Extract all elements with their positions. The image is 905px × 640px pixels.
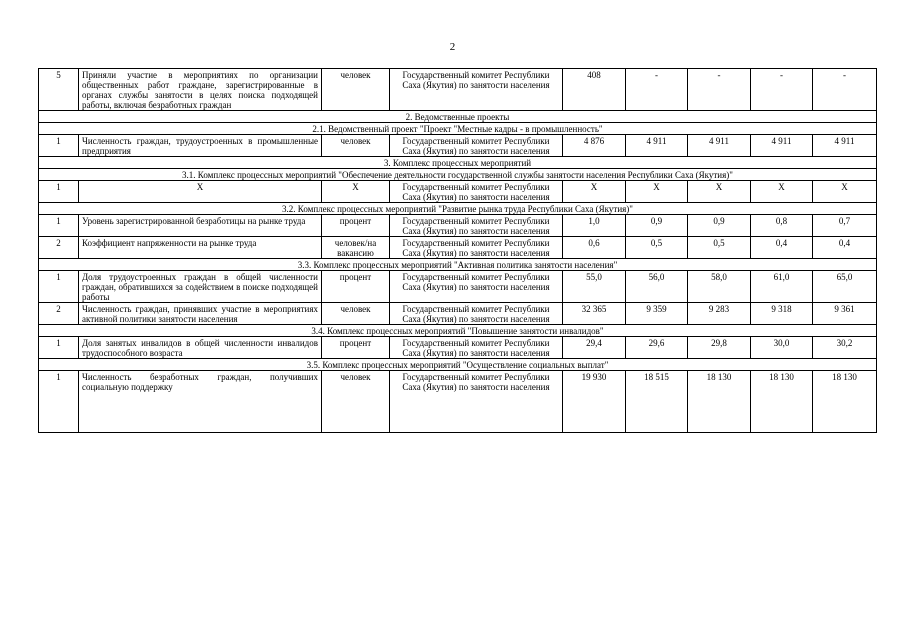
unit-of-measure: процент	[322, 271, 390, 303]
value-cell: 9 318	[751, 303, 813, 325]
row-number: 1	[39, 135, 79, 157]
value-cell: 9 361	[813, 303, 877, 325]
section-row	[39, 169, 877, 181]
section-heading: 3.4. Комплекс процессных мероприятий "Повышение занятости инвалидов"	[39, 325, 877, 337]
value-cell: 18 130	[751, 371, 813, 433]
responsible-body: Государственный комитет Республики Саха (Якутия) по занятости населения	[390, 215, 563, 237]
indicator-name: Доля трудоустроенных граждан в общей численности граждан, обратившихся за содействием в поиске подходящей работы	[79, 271, 322, 303]
section-row	[39, 111, 877, 123]
indicator-name: Доля занятых инвалидов в общей численности инвалидов трудоспособного возраста	[79, 337, 322, 359]
value-cell: X	[688, 181, 751, 203]
value-cell: 18 130	[813, 371, 877, 433]
value-cell: 0,9	[626, 215, 688, 237]
indicator-name: Численность безработных граждан, получивших социальную поддержку	[79, 371, 322, 433]
unit-of-measure: процент	[322, 337, 390, 359]
value-cell: 0,6	[563, 237, 626, 259]
value-cell: 58,0	[688, 271, 751, 303]
value-cell: 29,6	[626, 337, 688, 359]
row-number: 1	[39, 371, 79, 433]
value-cell: X	[563, 181, 626, 203]
section-row	[39, 325, 877, 337]
value-cell: 9 283	[688, 303, 751, 325]
section-row	[39, 259, 877, 271]
value-cell: 0,9	[688, 215, 751, 237]
value-cell: -	[813, 69, 877, 111]
row-number: 5	[39, 69, 79, 111]
table-row	[39, 237, 877, 259]
value-cell: 61,0	[751, 271, 813, 303]
value-cell: 19 930	[563, 371, 626, 433]
indicator-name: Численность граждан, принявших участие в мероприятиях активной политики занятости населения	[79, 303, 322, 325]
value-cell: -	[751, 69, 813, 111]
row-number: 1	[39, 271, 79, 303]
value-cell: 56,0	[626, 271, 688, 303]
value-cell: 29,8	[688, 337, 751, 359]
value-cell: 4 911	[688, 135, 751, 157]
section-heading: 3.2. Комплекс процессных мероприятий "Развитие рынка труда Республики Саха (Якутия)"	[39, 203, 877, 215]
table-row	[39, 337, 877, 359]
unit-of-measure: человек	[322, 303, 390, 325]
value-cell: 0,7	[813, 215, 877, 237]
section-heading: 3.1. Комплекс процессных мероприятий "Обеспечение деятельности государственной службы занятости населения Республики Саха (Якутия)"	[39, 169, 877, 181]
indicator-name: Коэффициент напряженности на рынке труда	[79, 237, 322, 259]
value-cell: 32 365	[563, 303, 626, 325]
value-cell: 30,2	[813, 337, 877, 359]
value-cell: 4 911	[813, 135, 877, 157]
indicators-table	[38, 68, 877, 433]
page-number: 2	[449, 41, 456, 53]
responsible-body: Государственный комитет Республики Саха (Якутия) по занятости населения	[390, 135, 563, 157]
value-cell: 18 130	[688, 371, 751, 433]
value-cell: 4 876	[563, 135, 626, 157]
value-cell: X	[626, 181, 688, 203]
value-cell: 0,8	[751, 215, 813, 237]
section-heading: 3.5. Комплекс процессных мероприятий "Осуществление социальных выплат"	[39, 359, 877, 371]
value-cell: 4 911	[751, 135, 813, 157]
value-cell: -	[626, 69, 688, 111]
value-cell: 18 515	[626, 371, 688, 433]
section-heading: 3.3. Комплекс процессных мероприятий "Активная политика занятости населения"	[39, 259, 877, 271]
value-cell: 65,0	[813, 271, 877, 303]
unit-of-measure: X	[322, 181, 390, 203]
section-row	[39, 359, 877, 371]
unit-of-measure: человек	[322, 69, 390, 111]
value-cell: 30,0	[751, 337, 813, 359]
indicator-name: X	[79, 181, 322, 203]
section-row	[39, 157, 877, 169]
table-row	[39, 135, 877, 157]
value-cell: 29,4	[563, 337, 626, 359]
unit-of-measure: процент	[322, 215, 390, 237]
responsible-body: Государственный комитет Республики Саха (Якутия) по занятости населения	[390, 181, 563, 203]
row-number: 2	[39, 303, 79, 325]
table-row	[39, 69, 877, 111]
unit-of-measure: человек	[322, 371, 390, 433]
value-cell: 408	[563, 69, 626, 111]
value-cell: 0,5	[626, 237, 688, 259]
section-row	[39, 123, 877, 135]
value-cell: -	[688, 69, 751, 111]
indicator-name: Численность граждан, трудоустроенных в промышленные предприятия	[79, 135, 322, 157]
row-number: 1	[39, 215, 79, 237]
value-cell: 0,4	[751, 237, 813, 259]
unit-of-measure: человек/на вакансию	[322, 237, 390, 259]
value-cell: 0,5	[688, 237, 751, 259]
indicator-name: Уровень зарегистрированной безработицы на рынке труда	[79, 215, 322, 237]
indicator-name: Приняли участие в мероприятиях по организации общественных работ граждане, зарегистрированные в органах службы занятости в целях поиска подходящей работы, включая безработных граждан	[79, 69, 322, 111]
table-row	[39, 271, 877, 303]
value-cell: 4 911	[626, 135, 688, 157]
table-row	[39, 303, 877, 325]
table-row	[39, 181, 877, 203]
value-cell: 1,0	[563, 215, 626, 237]
section-heading: 2.1. Ведомственный проект "Проект "Местные кадры - в промышленность"	[39, 123, 877, 135]
section-row	[39, 203, 877, 215]
row-number: 2	[39, 237, 79, 259]
responsible-body: Государственный комитет Республики Саха (Якутия) по занятости населения	[390, 371, 563, 433]
section-heading: 2. Ведомственные проекты	[39, 111, 877, 123]
value-cell: 9 359	[626, 303, 688, 325]
row-number: 1	[39, 181, 79, 203]
responsible-body: Государственный комитет Республики Саха (Якутия) по занятости населения	[390, 271, 563, 303]
responsible-body: Государственный комитет Республики Саха (Якутия) по занятости населения	[390, 303, 563, 325]
table-row	[39, 215, 877, 237]
value-cell: X	[751, 181, 813, 203]
responsible-body: Государственный комитет Республики Саха (Якутия) по занятости населения	[390, 337, 563, 359]
row-number: 1	[39, 337, 79, 359]
section-heading: 3. Комплекс процессных мероприятий	[39, 157, 877, 169]
unit-of-measure: человек	[322, 135, 390, 157]
value-cell: 55,0	[563, 271, 626, 303]
responsible-body: Государственный комитет Республики Саха (Якутия) по занятости населения	[390, 69, 563, 111]
responsible-body: Государственный комитет Республики Саха (Якутия) по занятости населения	[390, 237, 563, 259]
table-row	[39, 371, 877, 433]
value-cell: 0,4	[813, 237, 877, 259]
value-cell: X	[813, 181, 877, 203]
